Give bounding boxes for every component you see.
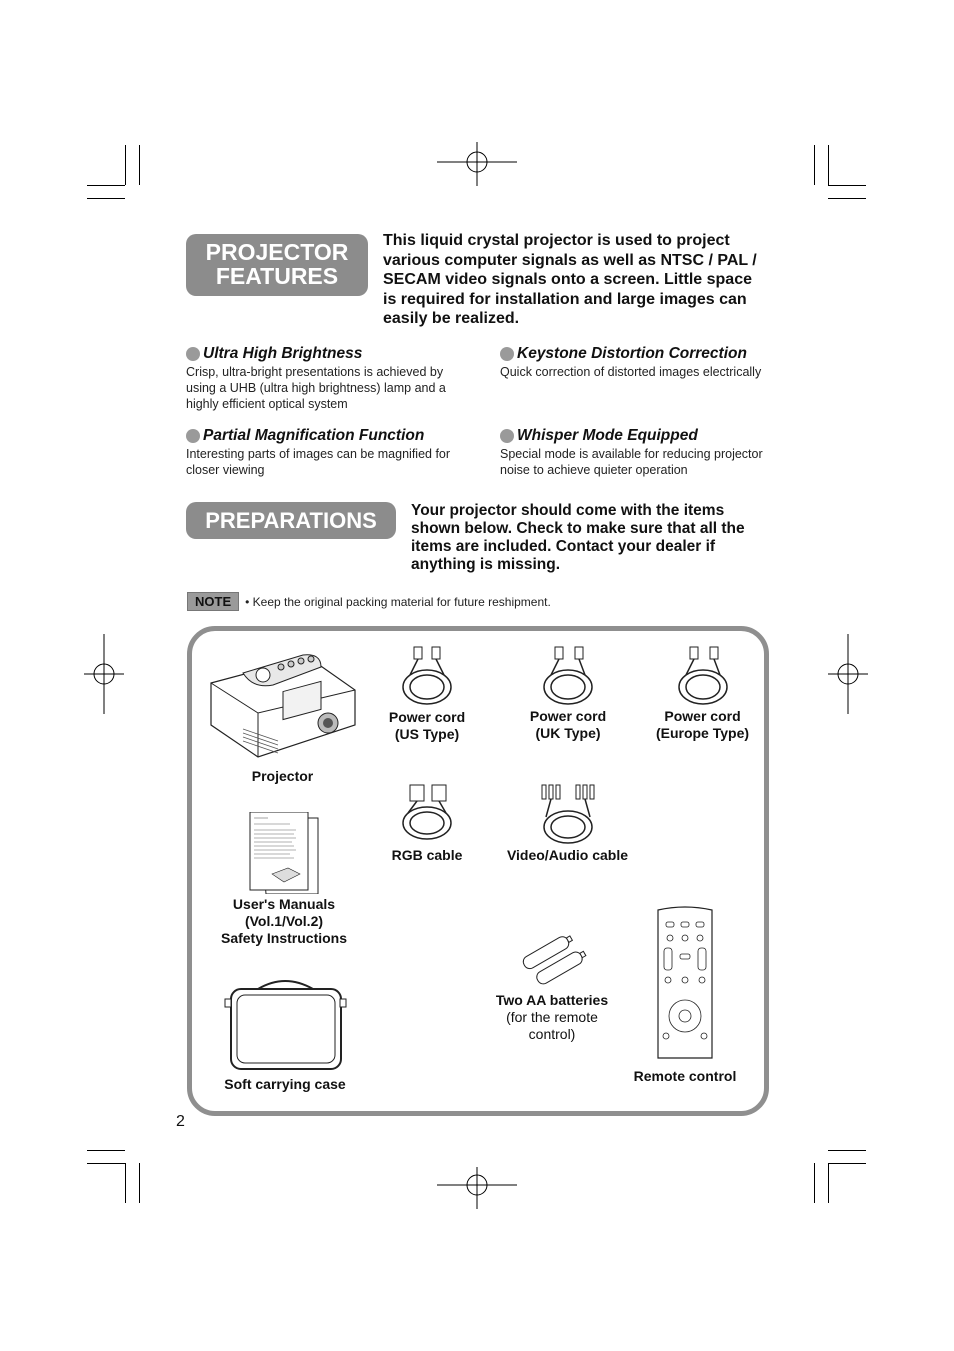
carrying-case-label: Soft carrying case	[224, 1076, 346, 1092]
crop-mark	[139, 145, 140, 185]
feature-desc: Crisp, ultra-bright presentations is achieved by using a UHB (ultra high brightness) lamp and a highly efficient optical system	[186, 365, 446, 411]
feature-title: Partial Magnification Function	[203, 427, 425, 444]
feature-whisper-mode	[500, 427, 765, 478]
feature-partial-magnification	[186, 427, 461, 478]
item-aa-batteries	[487, 930, 617, 1043]
crop-mark	[828, 1163, 866, 1164]
crop-mark	[828, 1163, 829, 1203]
bullet-icon	[186, 429, 200, 443]
features-intro: This liquid crystal projector is used to project various computer signals as well as NTSC / PAL / SECAM video signals onto a screen. Little space is required for installation and large images can easily be realized.	[383, 232, 757, 327]
page-number: 2	[176, 1113, 185, 1130]
crop-mark	[828, 145, 829, 185]
power-cord-europe-line1: Power cord	[664, 708, 741, 724]
preparations-intro: Your projector should come with the items shown below. Check to make sure that all the items are included. Contact your dealer if anything is missing.	[411, 502, 745, 573]
manuals-line1: User's Manuals	[232, 896, 336, 912]
note-text: • Keep the original packing material for future reshipment.	[245, 594, 551, 609]
registration-mark	[437, 142, 517, 192]
feature-ultra-high-brightness	[186, 345, 461, 412]
item-power-cord-us	[377, 645, 477, 743]
feature-keystone-correction	[500, 345, 775, 380]
registration-mark	[828, 634, 868, 714]
bullet-icon	[186, 347, 200, 361]
remote-control-icon	[652, 906, 718, 1062]
manuals-line2: (Vol.1/Vol.2)	[244, 913, 324, 929]
power-cord-europe-icon	[668, 645, 738, 705]
item-video-audio-cable	[500, 783, 635, 864]
item-soft-carrying-case	[210, 977, 360, 1093]
item-projector	[200, 645, 365, 785]
crop-mark	[139, 1163, 140, 1203]
rgb-cable-label: RGB cable	[391, 847, 463, 863]
preparations-heading: PREPARATIONS	[186, 502, 396, 539]
power-cord-us-icon	[392, 645, 462, 705]
carrying-case-icon	[223, 977, 348, 1072]
feature-title: Keystone Distortion Correction	[517, 345, 747, 362]
feature-title: Ultra High Brightness	[203, 345, 363, 362]
feature-desc: Special mode is available for reducing projector noise to achieve quieter operation	[500, 447, 763, 477]
item-remote-control	[620, 906, 750, 1085]
bullet-icon	[500, 347, 514, 361]
crop-mark	[828, 185, 866, 186]
crop-mark	[828, 1150, 866, 1151]
crop-mark	[125, 1163, 126, 1203]
crop-mark	[87, 185, 125, 186]
video-audio-cable-label: Video/Audio cable	[506, 847, 629, 863]
crop-mark	[814, 145, 815, 185]
features-heading-line1: PROJECTOR	[205, 239, 349, 265]
item-power-cord-europe	[645, 645, 760, 742]
item-power-cord-uk	[518, 645, 618, 742]
rgb-cable-icon	[392, 783, 462, 841]
remote-control-label: Remote control	[633, 1068, 737, 1084]
power-cord-us-line2: (US Type)	[394, 726, 460, 742]
power-cord-uk-line1: Power cord	[529, 708, 607, 724]
feature-desc: Interesting parts of images can be magnified for closer viewing	[186, 447, 451, 477]
power-cord-europe-line2: (Europe Type)	[655, 725, 750, 741]
projector-label: Projector	[251, 768, 314, 784]
batteries-line3: control)	[528, 1026, 576, 1042]
crop-mark	[87, 198, 125, 199]
manual-booklet-icon	[244, 812, 324, 894]
note-row	[187, 592, 551, 611]
features-heading	[186, 234, 368, 296]
crop-mark	[125, 145, 126, 185]
power-cord-us-line1: Power cord	[388, 709, 466, 725]
crop-mark	[828, 198, 866, 199]
registration-mark	[437, 1163, 517, 1209]
crop-mark	[87, 1150, 125, 1151]
feature-title: Whisper Mode Equipped	[517, 427, 698, 444]
power-cord-uk-icon	[533, 645, 603, 705]
registration-mark	[84, 634, 124, 714]
feature-desc: Quick correction of distorted images electrically	[500, 365, 762, 379]
batteries-line1: Two AA batteries	[495, 992, 609, 1008]
batteries-line2: (for the remote	[506, 1009, 598, 1025]
item-users-manuals	[210, 812, 358, 947]
crop-mark	[814, 1163, 815, 1203]
bullet-icon	[500, 429, 514, 443]
note-badge: NOTE	[187, 592, 239, 611]
features-heading-line2: FEATURES	[215, 263, 339, 289]
item-rgb-cable	[377, 783, 477, 864]
manuals-line3: Safety Instructions	[220, 930, 348, 946]
crop-mark	[87, 1163, 125, 1164]
video-audio-cable-icon	[528, 783, 608, 845]
projector-illustration	[203, 645, 363, 760]
power-cord-uk-line2: (UK Type)	[535, 725, 601, 741]
battery-icon	[517, 930, 587, 988]
